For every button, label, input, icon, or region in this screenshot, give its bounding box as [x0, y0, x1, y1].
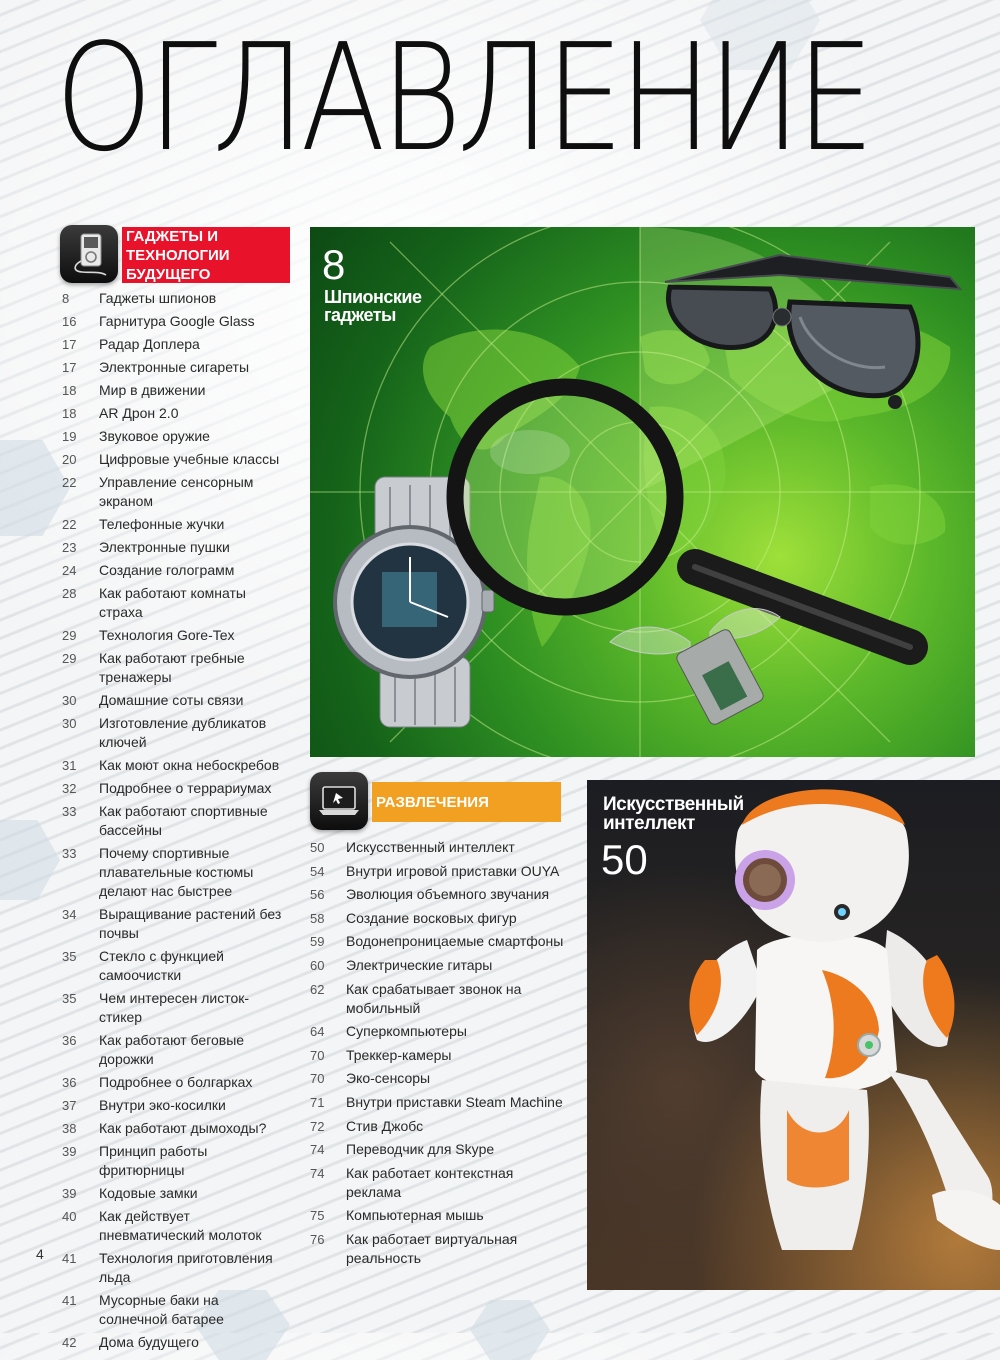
- toc-entry-title: Искусственный интеллект: [346, 839, 515, 855]
- toc-entry[interactable]: [62, 450, 287, 469]
- toc-entry-page: 38: [62, 1121, 77, 1136]
- toc-list-entertainment: [310, 838, 570, 1273]
- toc-entry-title: AR Дрон 2.0: [99, 405, 179, 421]
- toc-entry-page: 41: [62, 1251, 77, 1266]
- ai-caption: Искусственный интеллект: [603, 794, 744, 834]
- toc-entry-page: 74: [310, 1165, 325, 1181]
- toc-entry-page: 28: [62, 586, 77, 601]
- toc-entry-title: Радар Доплера: [99, 336, 200, 352]
- toc-entry-page: 71: [310, 1094, 325, 1110]
- toc-entry[interactable]: [62, 1031, 287, 1069]
- toc-entry-page: 74: [310, 1142, 325, 1158]
- toc-entry[interactable]: [310, 885, 570, 904]
- toc-entry-page: 76: [310, 1231, 325, 1247]
- toc-entry[interactable]: [310, 1117, 570, 1136]
- toc-entry-page: 59: [310, 934, 325, 950]
- toc-entry[interactable]: [62, 844, 287, 901]
- toc-entry[interactable]: [62, 1291, 287, 1329]
- laptop-icon: [310, 772, 368, 830]
- toc-entry-title: Мусорные баки на солнечной батарее: [99, 1292, 224, 1327]
- toc-entry-title: Как работают спортивные бассейны: [99, 803, 268, 838]
- toc-entry[interactable]: [62, 626, 287, 645]
- toc-entry-page: 17: [62, 360, 77, 375]
- toc-entry-page: 16: [62, 314, 77, 329]
- toc-entry-page: 35: [62, 949, 77, 964]
- toc-entry[interactable]: [62, 756, 287, 775]
- toc-entry-title: Внутри эко-косилки: [99, 1097, 226, 1113]
- decorative-hexagon: [0, 440, 70, 536]
- toc-entry-title: Стив Джобс: [346, 1117, 424, 1134]
- toc-entry[interactable]: [310, 1022, 570, 1041]
- decorative-hexagon: [0, 820, 60, 900]
- toc-entry[interactable]: [62, 905, 287, 943]
- toc-entry[interactable]: [62, 1119, 287, 1138]
- toc-entry[interactable]: [62, 1184, 287, 1203]
- toc-entry-title: Дома будущего: [99, 1334, 199, 1350]
- toc-entry-title: Подробнее о болгарках: [99, 1074, 253, 1090]
- toc-entry[interactable]: [62, 1142, 287, 1180]
- toc-entry-title: Как работают дымоходы?: [99, 1120, 267, 1136]
- toc-entry-page: 33: [62, 846, 77, 861]
- toc-entry-title: Электронные сигареты: [99, 359, 250, 375]
- toc-entry[interactable]: [62, 779, 287, 798]
- toc-entry-page: 36: [62, 1075, 77, 1090]
- toc-entry-title: Почему спортивные плавательные костюмы делают нас быстрее: [99, 845, 254, 899]
- toc-entry-page: 50: [310, 840, 325, 855]
- robot-illustration: [587, 780, 1000, 1290]
- toc-entry-page: 39: [62, 1144, 77, 1159]
- toc-entry[interactable]: [310, 1206, 570, 1225]
- toc-entry[interactable]: [310, 909, 570, 928]
- toc-entry[interactable]: [310, 1069, 570, 1088]
- spy-gadgets-feature[interactable]: [310, 227, 975, 757]
- toc-entry-page: 8: [62, 291, 70, 306]
- toc-entry[interactable]: [62, 989, 287, 1027]
- ai-feature[interactable]: [587, 780, 1000, 1290]
- toc-entry-title: Внутри игровой приставки OUYA: [346, 862, 560, 879]
- toc-entry-page: 75: [310, 1208, 325, 1224]
- page-title: ОГЛАВЛЕНИЕ: [55, 12, 870, 184]
- toc-list-gadgets: [62, 289, 287, 1356]
- toc-entry-page: 70: [310, 1071, 325, 1087]
- toc-entry-title: Гаджеты шпионов: [99, 290, 217, 306]
- toc-entry-page: 31: [62, 758, 77, 773]
- toc-entry-page: 33: [62, 804, 77, 819]
- toc-entry[interactable]: [62, 561, 287, 580]
- toc-entry-title: Суперкомпьютеры: [346, 1023, 467, 1040]
- toc-entry[interactable]: [62, 404, 287, 423]
- toc-entry-page: 29: [62, 628, 77, 643]
- toc-entry-page: 30: [62, 693, 77, 708]
- toc-entry-title: Мир в движении: [99, 382, 206, 398]
- toc-entry-page: 34: [62, 907, 77, 922]
- toc-entry-title: Чем интересен листок-стикер: [99, 990, 250, 1025]
- toc-entry-title: Как действует пневматический молоток: [99, 1208, 262, 1243]
- toc-entry[interactable]: [310, 1046, 570, 1065]
- spy-gadgets-caption: Шпионские гаджеты: [324, 287, 422, 325]
- toc-entry-page: 41: [62, 1293, 77, 1308]
- toc-entry[interactable]: [62, 691, 287, 710]
- toc-entry[interactable]: [62, 714, 287, 752]
- toc-entry-title: Эко-сенсоры: [346, 1070, 431, 1087]
- toc-entry-title: Создание голограмм: [99, 562, 235, 578]
- ai-page-number: 50: [601, 836, 648, 883]
- mp3-player-icon: [60, 225, 118, 283]
- toc-entry-page: 62: [310, 981, 325, 997]
- toc-entry-page: 58: [310, 910, 325, 926]
- toc-entry[interactable]: [310, 838, 570, 857]
- toc-entry[interactable]: [62, 1333, 287, 1352]
- toc-entry-title: Гарнитура Google Glass: [99, 313, 255, 329]
- toc-entry[interactable]: [62, 289, 287, 308]
- toc-entry[interactable]: [310, 1093, 570, 1112]
- toc-entry-title: Как моют окна небоскребов: [99, 757, 280, 773]
- toc-entry[interactable]: [62, 584, 287, 622]
- toc-entry-page: 60: [310, 957, 325, 973]
- toc-entry-page: 39: [62, 1186, 77, 1201]
- toc-entry[interactable]: [62, 802, 287, 840]
- toc-entry-title: Технология Gore-Tex: [99, 627, 235, 643]
- toc-entry-title: Как работают комнаты страха: [99, 585, 246, 620]
- toc-entry-title: Как работает виртуальная реальность: [346, 1230, 518, 1266]
- toc-entry[interactable]: [62, 1073, 287, 1092]
- toc-entry-title: Создание восковых фигур: [346, 909, 517, 926]
- toc-entry-page: 24: [62, 563, 77, 578]
- toc-entry[interactable]: [310, 1140, 570, 1159]
- toc-entry-page: 30: [62, 716, 77, 731]
- toc-entry-page: 29: [62, 651, 77, 666]
- toc-entry-title: Эволюция объемного звучания: [346, 886, 550, 903]
- toc-entry[interactable]: [310, 932, 570, 951]
- toc-entry-page: 18: [62, 406, 77, 421]
- toc-entry[interactable]: [310, 862, 570, 881]
- toc-entry-page: 40: [62, 1209, 77, 1224]
- toc-entry-title: Треккер-камеры: [346, 1046, 452, 1063]
- toc-entry[interactable]: [310, 1164, 570, 1202]
- toc-entry-page: 72: [310, 1118, 325, 1134]
- toc-entry[interactable]: [310, 956, 570, 975]
- toc-entry-title: Стекло с функцией самоочистки: [99, 948, 224, 983]
- toc-entry[interactable]: [62, 1207, 287, 1245]
- toc-entry[interactable]: [62, 381, 287, 400]
- toc-entry[interactable]: [62, 1096, 287, 1115]
- toc-entry-title: Как работают беговые дорожки: [99, 1032, 245, 1067]
- toc-entry-page: 17: [62, 337, 77, 352]
- toc-entry[interactable]: [62, 427, 287, 446]
- section-title-gadgets: ГАДЖЕТЫ И ТЕХНОЛОГИИ БУДУЩЕГО: [122, 227, 290, 283]
- toc-entry-title: Компьютерная мышь: [346, 1207, 484, 1224]
- toc-entry[interactable]: [310, 980, 570, 1018]
- toc-entry-page: 19: [62, 429, 77, 444]
- toc-entry-title: Технология приготовления льда: [99, 1250, 273, 1285]
- toc-entry-page: 22: [62, 517, 77, 532]
- toc-entry-title: Телефонные жучки: [99, 516, 225, 532]
- toc-entry-page: 56: [310, 887, 325, 903]
- toc-entry[interactable]: [62, 538, 287, 557]
- section-header-entertainment: [310, 772, 565, 832]
- toc-entry-title: Кодовые замки: [99, 1185, 198, 1201]
- toc-entry-title: Переводчик для Skype: [346, 1141, 495, 1158]
- toc-entry-title: Выращивание растений без почвы: [99, 906, 282, 941]
- toc-entry-title: Управление сенсорным экраном: [99, 474, 254, 509]
- toc-entry-page: 22: [62, 475, 77, 490]
- toc-entry-page: 32: [62, 781, 77, 796]
- toc-entry[interactable]: [62, 515, 287, 534]
- toc-entry-page: 35: [62, 991, 77, 1006]
- toc-entry-page: 20: [62, 452, 77, 467]
- toc-entry-page: 36: [62, 1033, 77, 1048]
- toc-entry-title: Цифровые учебные классы: [99, 451, 280, 467]
- section-header-gadgets: [60, 225, 290, 285]
- toc-entry-page: 37: [62, 1098, 77, 1113]
- spy-gadgets-page-number: 8: [322, 241, 346, 288]
- toc-entry-title: Электрические гитары: [346, 956, 493, 973]
- toc-entry-title: Как работают гребные тренажеры: [99, 650, 245, 685]
- toc-entry[interactable]: [62, 1249, 287, 1287]
- toc-entry-page: 70: [310, 1047, 325, 1063]
- toc-entry[interactable]: [62, 335, 287, 354]
- toc-entry[interactable]: [62, 947, 287, 985]
- toc-entry-title: Водонепроницаемые смартфоны: [346, 933, 564, 950]
- toc-entry[interactable]: [62, 473, 287, 511]
- toc-entry-title: Как работает контекстная реклама: [346, 1164, 514, 1200]
- toc-entry[interactable]: [310, 1230, 570, 1268]
- section-title-entertainment: РАЗВЛЕЧЕНИЯ: [372, 782, 561, 822]
- toc-entry-title: Внутри приставки Steam Machine: [346, 1093, 563, 1110]
- robot-icon: [689, 789, 1000, 1250]
- toc-entry-page: 18: [62, 383, 77, 398]
- toc-entry-title: Изготовление дубликатов ключей: [99, 715, 267, 750]
- toc-entry-page: 42: [62, 1335, 77, 1350]
- toc-entry-title: Электронные пушки: [99, 539, 230, 555]
- decorative-hexagon: [470, 1300, 550, 1360]
- toc-entry[interactable]: [62, 312, 287, 331]
- toc-entry-title: Принцип работы фритюрницы: [99, 1143, 208, 1178]
- toc-entry[interactable]: [62, 649, 287, 687]
- toc-entry-page: 64: [310, 1024, 325, 1040]
- toc-entry-page: 23: [62, 540, 77, 555]
- toc-entry-title: Как срабатывает звонок на мобильный: [346, 980, 522, 1016]
- page-number: 4: [36, 1246, 44, 1262]
- toc-entry-title: Звуковое оружие: [99, 428, 210, 444]
- toc-entry[interactable]: [62, 358, 287, 377]
- toc-entry-title: Подробнее о террариумах: [99, 780, 272, 796]
- toc-entry-page: 54: [310, 863, 325, 879]
- toc-entry-title: Домашние соты связи: [99, 692, 244, 708]
